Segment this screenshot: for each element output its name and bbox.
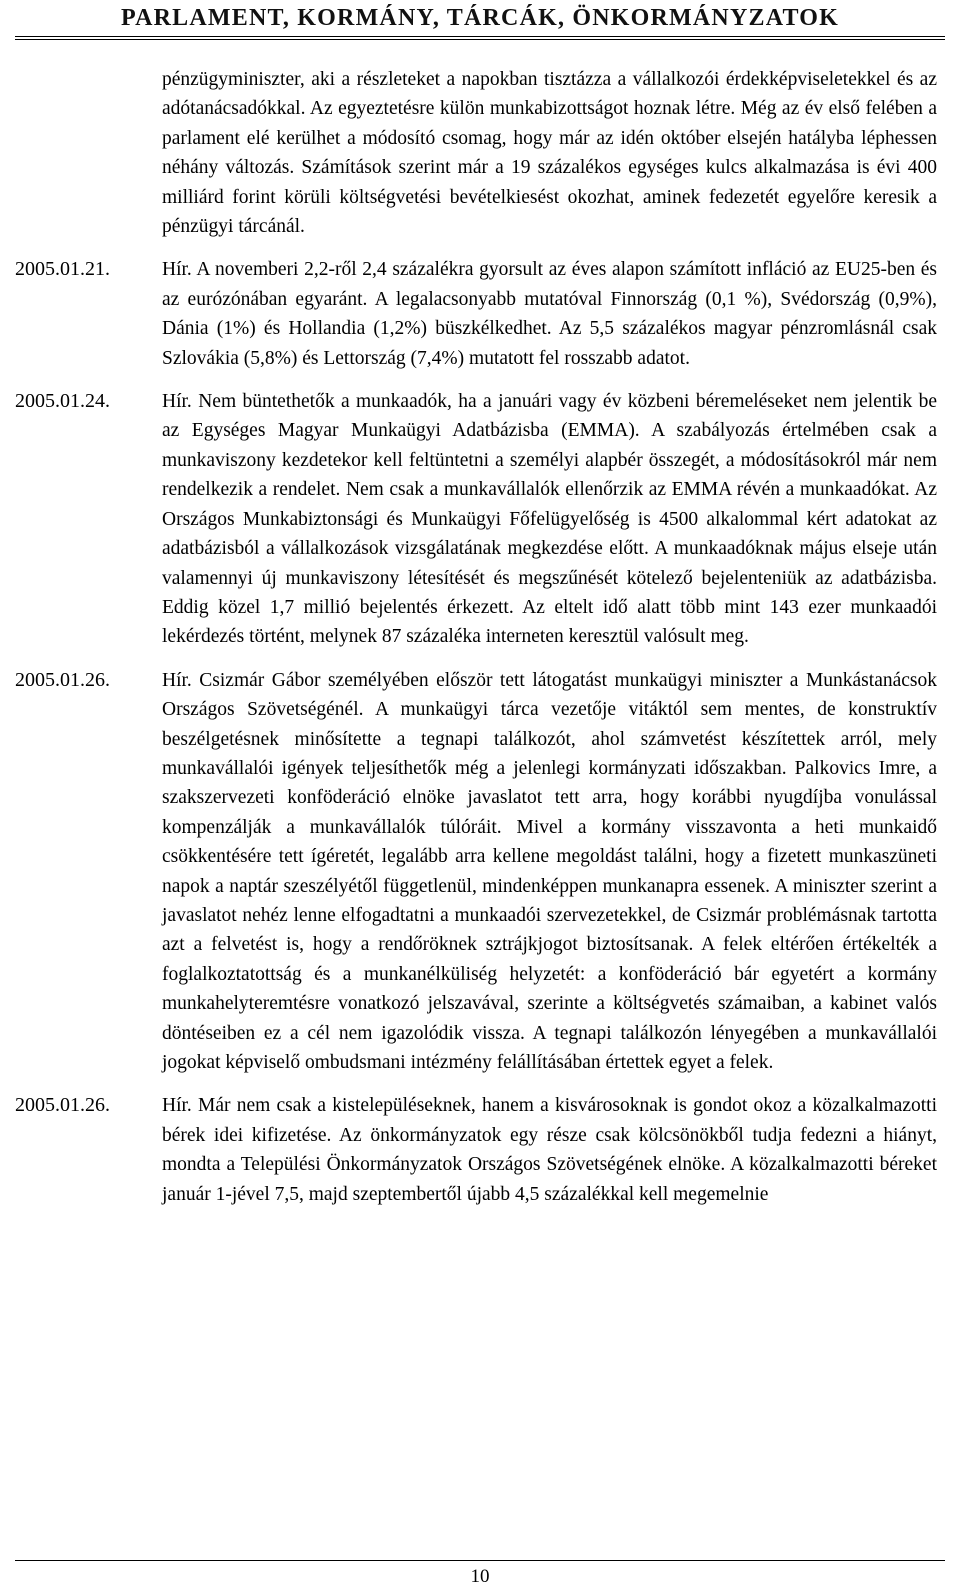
- entry-lead: Hír.: [162, 259, 192, 281]
- header-rule-double: [15, 39, 945, 40]
- news-list: [0, 65, 960, 1223]
- entry-body: A novemberi 2,2-ről 2,4 százalékra gyorsult az éves alapon számított infláció az EU25-ben és az eurózónában egyaránt. A legalacsonyabb mutatóval Finnország (0,1 %), Svédország (0,9%), Dánia (1%) és Hollandia (1,2%) büszkélkedhet. Az 5,5 százalékos magyar pénzromlásnál csak Szlovákia (5,8%) és Lettország (7,4%) mutatott fel rosszabb adatot.: [162, 259, 937, 369]
- entry-body: Már nem csak a kistelepüléseknek, hanem a kisvárosoknak is gondot okoz a közalkalmazotti bérek idei kifizetése. Az önkormányzatok egy része csak kölcsönökből tudja fedezni a hiányt, mondta a Települési Önkormányzatok Országos Szövetségének elnöke. A közalkalmazotti béreket január 1-jével 7,5, majd szeptembertől újabb 4,5 százalékkal kell megemelnie: [162, 1095, 937, 1205]
- entry-body: Nem büntethetők a munkaadók, ha a januári vagy év közbeni béremeléseket nem jelentik be az Egységes Magyar Munkaügyi Adatbázisba (EMMA). A szabályozás értelmében csak a munkaviszony kezdetekor kell feltüntetni a személyi alapbér összegét, a módosításokról már nem rendelkezik a rendelet. Nem csak a munkavállalók ellenőrzik az EMMA révén a munkaadókat. Az Országos Munkabiztonsági és Munkaügyi Főfelügyelőség is 4500 alkalommal kért adatokat az adatbázisból a vállalkozások vizsgálatának megkezdése előtt. A munkaadóknak május elseje után valamennyi új munkaviszony létesítését és megszűnését kötelező bejelenteniük az adatbázisba. Eddig közel 1,7 millió bejelentés érkezett. Az eltelt idő alatt több mint 143 ezer munkaadói lekérdezés történt, melynek 87 százaléka interneten keresztül valósult meg.: [162, 391, 938, 648]
- entry-date: 2005.01.26.: [15, 668, 110, 691]
- header-title: PARLAMENT, KORMÁNY, TÁRCÁK, ÖNKORMÁNYZATOK: [121, 5, 839, 31]
- news-entry: [0, 666, 960, 1078]
- entry-text: [162, 666, 937, 1078]
- entry-lead: Hír.: [162, 669, 192, 691]
- news-entry-continued: [0, 65, 960, 241]
- entry-date: 2005.01.21.: [15, 258, 110, 281]
- footer-rule: [15, 1560, 945, 1561]
- entry-date: 2005.01.24.: [15, 390, 110, 413]
- entry-text: [162, 1091, 937, 1209]
- news-entry: [0, 387, 960, 652]
- entry-text: [162, 255, 937, 373]
- entry-lead: Hír.: [162, 1095, 192, 1117]
- entry-date: 2005.01.26.: [15, 1094, 110, 1117]
- header-rule: [15, 36, 945, 37]
- entry-body: Csizmár Gábor személyében először tett látogatást munkaügyi miniszter a Munkástanácsok Országos Szövetségénél. A munkaügyi tárca vezetője vitáktól sem mentes, de konstruktív beszélgetésnek minősítette a tegnapi találkozót, ahol számvetést készítettek arról, mely munkavállalói igények teljesíthetők még a jelenlegi kormányzati időszakban. Palkovics Imre, a szakszervezeti konföderáció elnöke javaslatot tett arra, hogy korábbi nyugdíjba vonulással kompenzálják a munkavállalók túlóráit. Mivel a kormány visszavonta a heti munkaidő csökkentésére tett ígéretét, legalább arra kellene megoldást találni, hogy a fizetett munkaszüneti napok a naptár szeszélyétől függetlenül, mindenképpen munkanapra essenek. A miniszter szerint a javaslatot nehéz lenne elfogadtatni a munkaadói szervezetekkel, de Csizmár problémásnak tartotta azt a felvetést is, hogy a rendőröknek sztrájkjogot biztosítsanak. A felek eltérően értékelték a foglalkoztatottság és a munkanélküliség helyzetét: a konföderáció bár egyetért a kormány munkahelyteremtésre vonatkozó jelszavával, szerinte a költségvetés számaiban, a kabinet valós döntéseiben ez a cél nem igazolódik vissza. A tegnapi találkozón lényegében a munkavállalói jogokat képviselő ombudsmani intézmény felállításában értettek egyet a felek.: [162, 669, 937, 1073]
- entry-text: [162, 65, 937, 241]
- page-number: 10: [470, 1566, 490, 1587]
- page-header: [15, 3, 945, 33]
- entry-lead: Hír.: [162, 391, 192, 413]
- entry-text: [162, 387, 937, 652]
- entry-body: pénzügyminiszter, aki a részleteket a napokban tisztázza a vállalkozói érdekképviseletekkel és az adótanácsadókkal. Az egyeztetésre külön munkabizottságot hoznak létre. Még az év első felében a parlament elé kerülhet a módosító csomag, hogy már az idén október elsején hatályba léphessen néhány változás. Számítások szerint már a 19 százalékos egységes kulcs alkalmazása is évi 400 milliárd forint körüli költségvetési bevételkiesést okozhat, aminek fedezetét egyelőre keresik a pénzügyi tárcánál.: [162, 69, 937, 238]
- news-entry: [0, 1091, 960, 1209]
- news-entry: [0, 255, 960, 373]
